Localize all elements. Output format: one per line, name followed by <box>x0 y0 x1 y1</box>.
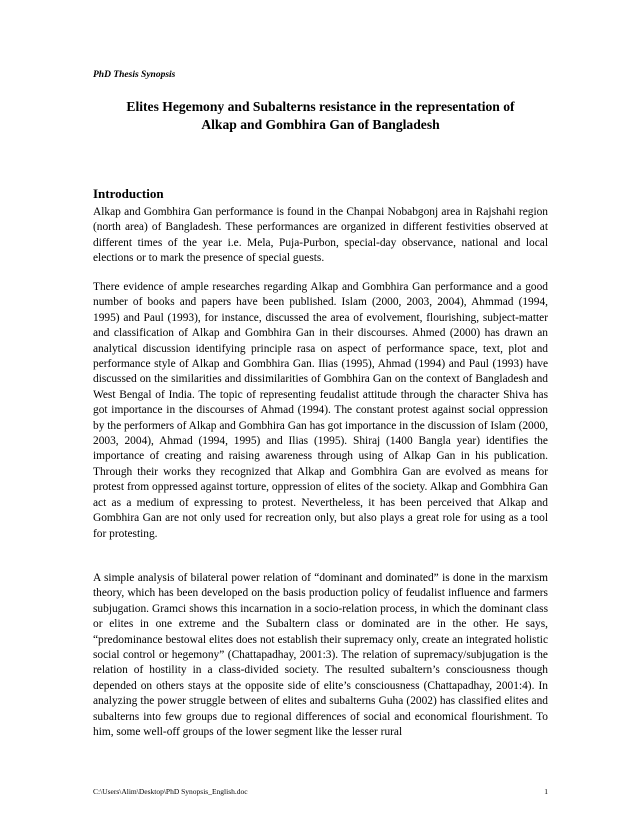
running-header: PhD Thesis Synopsis <box>93 70 176 80</box>
title-line-1: Elites Hegemony and Subalterns resistance in the representation of <box>126 99 515 114</box>
page-footer <box>93 787 548 796</box>
section-heading-introduction: Introduction <box>93 186 164 201</box>
paragraph-2: There evidence of ample researches regarding Alkap and Gombhira Gan performance and a good number of books and papers have been published. Islam (2000, 2003, 2004), Ahmmad (1994, 1995) and Paul (1993), for instance, discussed the area of evolvement, flourishing, subject-matter and classification of Alkap and Gombhira Gan in their discourses. Ahmed (2000) has drawn an analytical discussion identifying principle rasa on aspect of performance space, text, plot and performance style of Alkap and Gombhira Gan. Ilias (1995), Ahmad (1994) and Paul (1993) have discussed on the similarities and dissimilarities of Gombhira Gan on the context of Bangladesh and West Bengal of India. The topic of representing feudalist attitude through the character Shiva has got importance in the discourses of Ahmad (1994). The constant protest against social oppression by the performers of Alkap and Gombhira Gan has got importance in the discussion of Islam (2000, 2003, 2004), Ahmad (1994, 1995) and Ilias (1995). Shiraj (1400 Bangla year) identifies the importance of creating and raising awareness through using of Alkap Gan in his publication. Through their works they recognized that Alkap and Gombhira Gan are evolved as means for protest from oppressed against torture, oppression of elites of the society. Alkap and Gombhira Gan act as a medium of expressing to protest. Nevertheless, it has been perceived that Alkap and Gombhira Gan are not only used for recreation only, but also plays a great role for using as a tool for protesting. <box>93 281 548 540</box>
document-title <box>93 98 548 134</box>
footer-file-path: C:\Users\Alim\Desktop\PhD Synopsis_English.doc <box>93 787 248 796</box>
paragraph-3: A simple analysis of bilateral power relation of “dominant and dominated” is done in the marxism theory, which has been developed on the basis production policy of feudalist influence and farmers subjugation. Gramci shows this incarnation in a socio-relation process, in which the dominant class or elites in one extreme and the Subaltern class or dominated are in the other. He says, “predominance bestowal elites does not establish their supremacy only, create an integrated holistic social control or hegemony” (Chattapadhay, 2001:3). The relation of supremacy/subjugation is the relation of hostility in a class-divided society. The resulted subaltern’s consciousness though depended on others stays at the opposite side of elite’s consciousness (Chattapadhay, 2001:4). In analyzing the power struggle between of elites and subalterns Guha (2002) has classified elites and subalterns into few groups due to regional differences of social and economical flourishment. To him, some well-off groups of the lower segment like the lesser rural <box>93 572 548 739</box>
page-number: 1 <box>544 787 548 796</box>
title-line-2: Alkap and Gombhira Gan of Bangladesh <box>201 117 440 132</box>
paragraph-1: Alkap and Gombhira Gan performance is found in the Chanpai Nobabgonj area in Rajshahi region (north area) of Bangladesh. These performances are organized in different festivities observed at different times of the year i.e. Mela, Puja-Purbon, special-day observance, national and local elections or to mark the presence of special guests. <box>93 206 548 265</box>
